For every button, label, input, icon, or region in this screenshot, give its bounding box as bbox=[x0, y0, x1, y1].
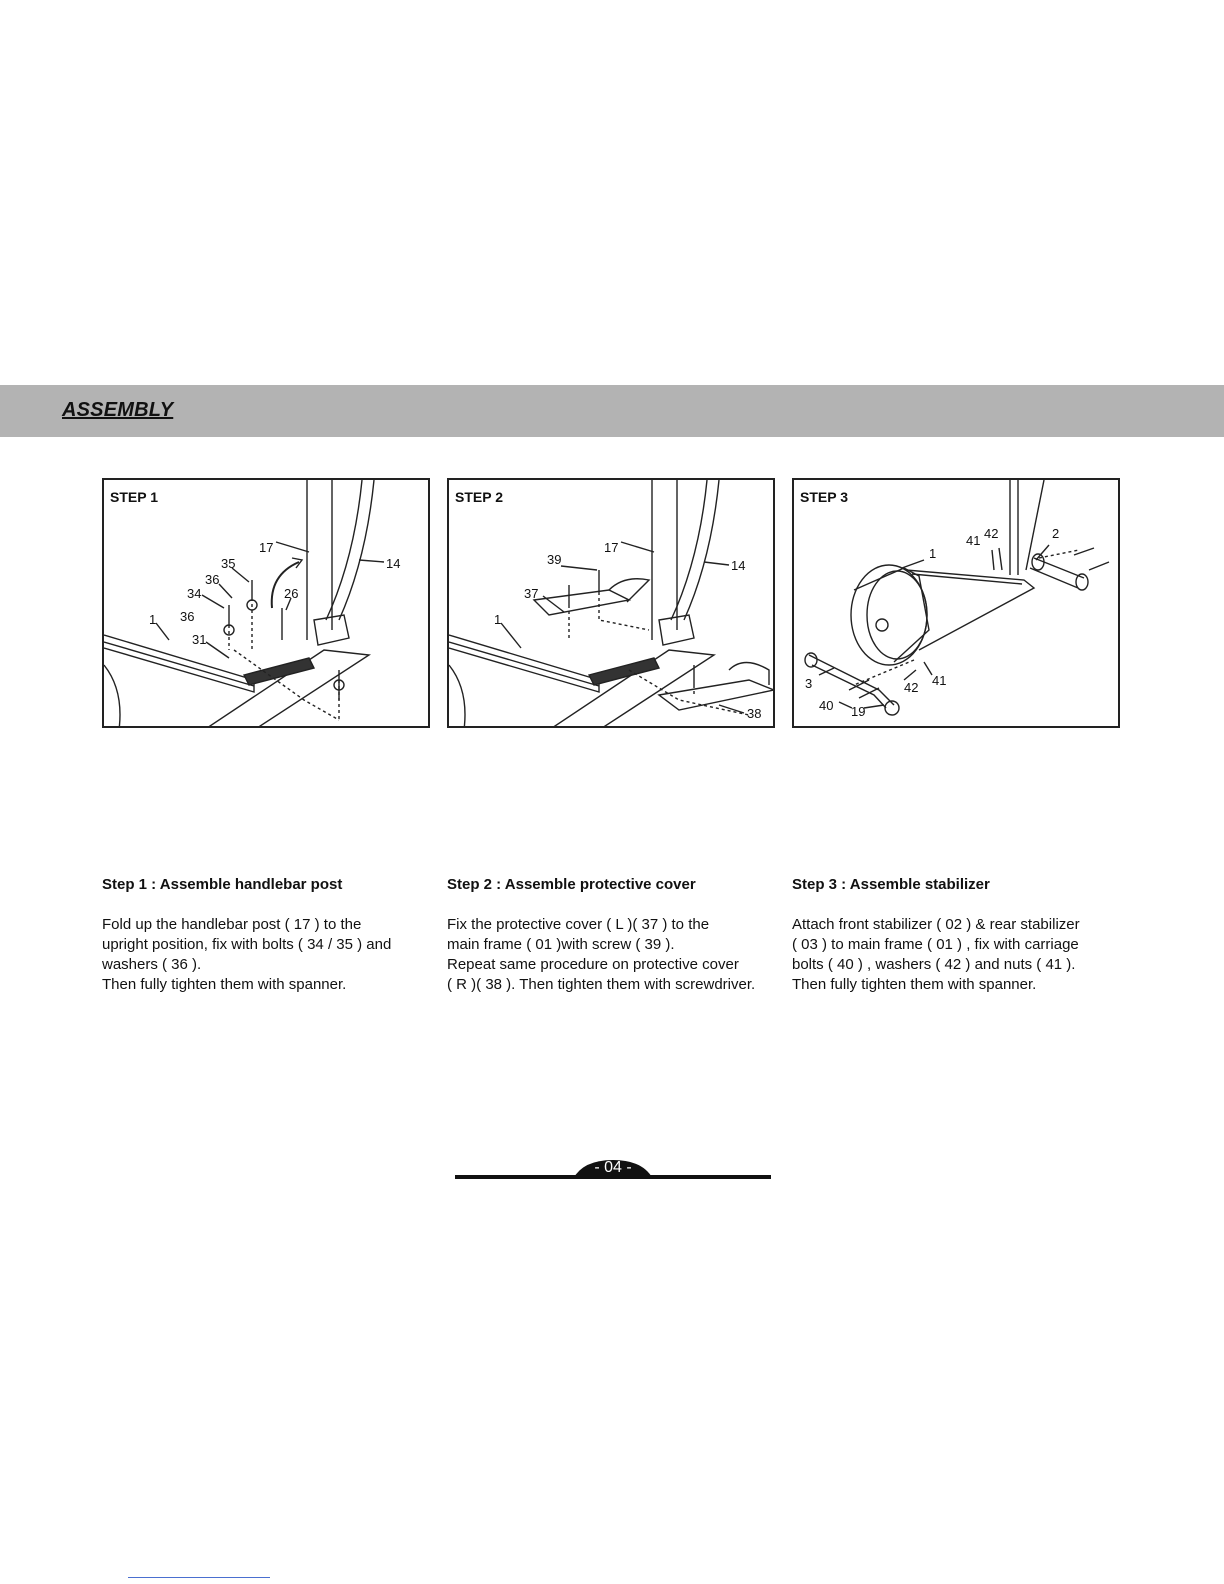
step1-callout-31: 31 bbox=[192, 632, 207, 647]
step1-line: Then fully tighten them with spanner. bbox=[102, 976, 347, 993]
step3-panel-label: STEP 3 bbox=[800, 489, 848, 505]
step3-callout-3: 3 bbox=[805, 676, 813, 691]
step3-instructions bbox=[792, 875, 1132, 995]
page-number: - 04 - bbox=[594, 1159, 632, 1176]
step2-callout-14: 14 bbox=[731, 558, 746, 573]
step3-line: bolts ( 40 ) , washers ( 42 ) and nuts ( 41 ). bbox=[792, 956, 1076, 973]
step3-callout-42a: 42 bbox=[984, 526, 999, 541]
step1-callout-26: 26 bbox=[284, 586, 299, 601]
step1-instructions bbox=[102, 875, 442, 995]
step1-callout-14: 14 bbox=[386, 556, 401, 571]
section-banner bbox=[0, 385, 1224, 437]
step1-illustration bbox=[104, 480, 430, 728]
step2-callout-39: 39 bbox=[547, 552, 562, 567]
step3-diagram bbox=[792, 478, 1120, 728]
step3-callout-40: 40 bbox=[819, 698, 834, 713]
step3-heading: Step 3 : Assemble stabilizer bbox=[792, 876, 990, 893]
step2-diagram bbox=[447, 478, 775, 728]
step3-line: ( 03 ) to main frame ( 01 ) , fix with carriage bbox=[792, 936, 1079, 953]
step1-callout-1: 1 bbox=[149, 612, 157, 627]
step3-callout-2: 2 bbox=[1052, 526, 1060, 541]
step2-illustration bbox=[449, 480, 775, 728]
step2-line: main frame ( 01 )with screw ( 39 ). bbox=[447, 936, 675, 953]
step1-line: Fold up the handlebar post ( 17 ) to the bbox=[102, 916, 362, 933]
step1-heading: Step 1 : Assemble handlebar post bbox=[102, 876, 343, 893]
step2-panel-label: STEP 2 bbox=[455, 489, 503, 505]
step1-line: washers ( 36 ). bbox=[102, 956, 202, 973]
step1-callout-34: 34 bbox=[187, 586, 202, 601]
step2-callout-17: 17 bbox=[604, 540, 619, 555]
section-title: ASSEMBLY bbox=[62, 399, 174, 421]
step3-line: Attach front stabilizer ( 02 ) & rear stabilizer bbox=[792, 916, 1080, 933]
step3-callout-41b: 41 bbox=[932, 673, 947, 688]
step2-instructions bbox=[447, 875, 787, 995]
step1-panel-label: STEP 1 bbox=[110, 489, 158, 505]
step3-callout-1: 1 bbox=[929, 546, 937, 561]
step1-callout-36b: 36 bbox=[180, 609, 195, 624]
step2-heading: Step 2 : Assemble protective cover bbox=[447, 876, 696, 893]
step2-line: ( R )( 38 ). Then tighten them with screwdriver. bbox=[447, 976, 756, 993]
page-number-tab bbox=[455, 1158, 771, 1182]
step2-callout-38: 38 bbox=[747, 706, 762, 721]
step1-callout-36a: 36 bbox=[205, 572, 220, 587]
step3-illustration bbox=[794, 480, 1120, 728]
step3-line: Then fully tighten them with spanner. bbox=[792, 976, 1037, 993]
step1-diagram bbox=[102, 478, 430, 728]
step2-callout-1: 1 bbox=[494, 612, 502, 627]
step2-callout-37: 37 bbox=[524, 586, 539, 601]
step3-callout-41a: 41 bbox=[966, 533, 981, 548]
step3-callout-19: 19 bbox=[851, 704, 866, 719]
step1-callout-17: 17 bbox=[259, 540, 274, 555]
step1-callout-35: 35 bbox=[221, 556, 236, 571]
step2-line: Fix the protective cover ( L )( 37 ) to the bbox=[447, 916, 710, 933]
step3-callout-42b: 42 bbox=[904, 680, 919, 695]
step1-line: upright position, fix with bolts ( 34 / 35 ) and bbox=[102, 936, 392, 953]
footer-rule bbox=[128, 1577, 270, 1578]
step2-line: Repeat same procedure on protective cover bbox=[447, 956, 739, 973]
